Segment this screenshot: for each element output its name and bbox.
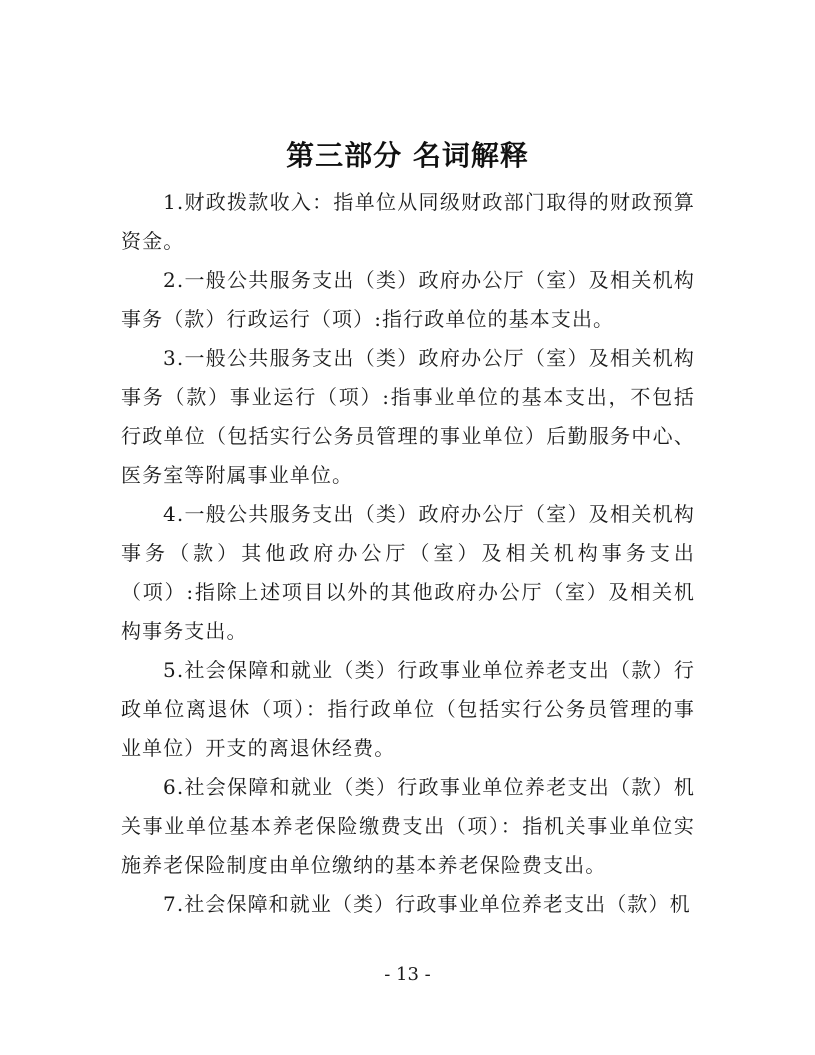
paragraph-3: 3.一般公共服务支出（类）政府办公厅（室）及相关机构事务（款）事业运行（项）:指事业单位的基本支出，不包括行政单位（包括实行公务员管理的事业单位）后勤服务中心、医务室等附属事业单位。	[121, 346, 695, 487]
paragraph-1: 1.财政拨款收入：指单位从同级财政部门取得的财政预算资金。	[121, 190, 695, 253]
paragraph-5: 5.社会保障和就业（类）行政事业单位养老支出（款）行政单位离退休（项）：指行政单位（包括实行公务员管理的事业单位）开支的离退休经费。	[121, 658, 695, 760]
paragraph-6: 6.社会保障和就业（类）行政事业单位养老支出（款）机关事业单位基本养老保险缴费支出（项）：指机关事业单位实施养老保险制度由单位缴纳的基本养老保险费支出。	[121, 775, 695, 877]
paragraph-4: 4.一般公共服务支出（类）政府办公厅（室）及相关机构事务（款）其他政府办公厅（室）及相关机构事务支出（项）:指除上述项目以外的其他政府办公厅（室）及相关机构事务支出。	[121, 502, 695, 643]
paragraph-2: 2.一般公共服务支出（类）政府办公厅（室）及相关机构事务（款）行政运行（项）:指行政单位的基本支出。	[121, 268, 695, 331]
page-number: - 13 -	[384, 964, 431, 985]
page-title: 第三部分 名词解释	[286, 139, 529, 172]
paragraph-7: 7.社会保障和就业（类）行政事业单位养老支出（款）机	[163, 892, 691, 916]
body-text	[121, 183, 695, 924]
